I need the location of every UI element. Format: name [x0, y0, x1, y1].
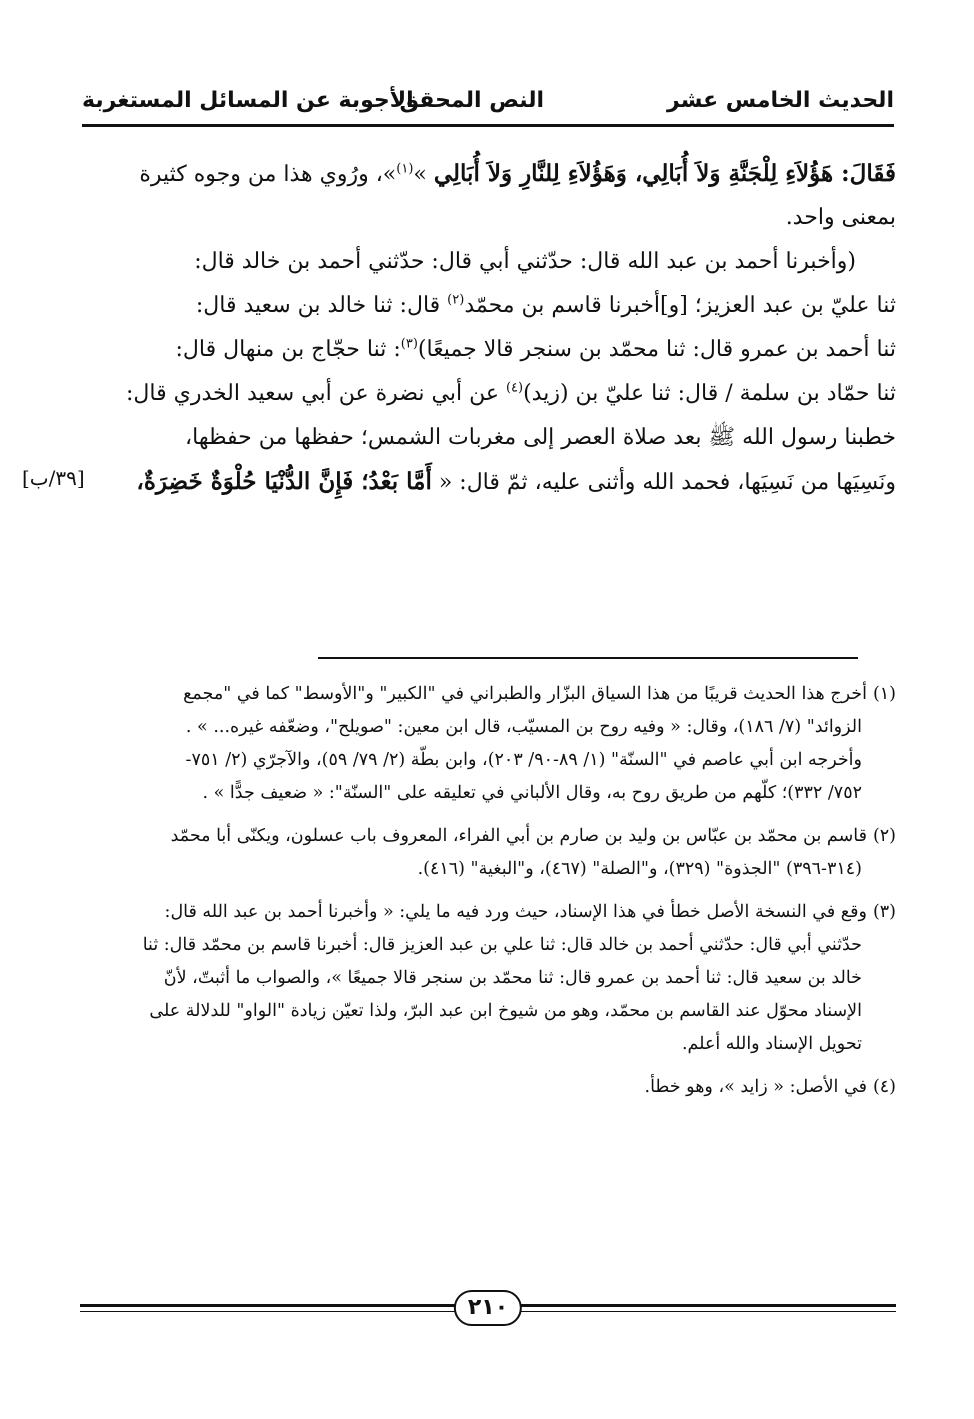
footnote-text: أخرج هذا الحديث قريبًا من هذا السياق البزّار والطبراني في "الكبير" و"الأوسط" كما في "مجمع [183, 684, 867, 704]
footnote-number: (٤) [872, 1077, 896, 1097]
body-line-5 [80, 328, 896, 372]
body-line-6-a: ثنا حمّاد بن سلمة / قال: ثنا عليّ بن (زيد) [523, 381, 896, 406]
footnote-number: (١) [872, 684, 896, 704]
footnote-4 [80, 1071, 896, 1104]
footnote-ref-1[interactable]: (١) [396, 161, 414, 177]
footnote-line: وأخرجه ابن أبي عاصم في "السنّة" (١/ ٨٩-٩٠/ ٢٠٣)، وابن بطّة (٢/ ٧٩/ ٥٩)، والآجرّي (٢/ ٧٥١- [185, 750, 862, 770]
body-line-6 [80, 372, 896, 416]
body-line-1-rest: »، ورُوي هذا من وجوه كثيرة [139, 162, 397, 187]
header-section-title: النص المحقق [399, 88, 544, 113]
footnote-text: قاسم بن محمّد بن عبّاس بن وليد بن صارم بن أبي الفراء، المعروف باب عسلون، ويكنّى أبا محمّد [170, 826, 867, 846]
body-line-1: فَقَالَ: هَؤُلاَءِ لِلْجَنَّةِ وَلاَ أُبَالِي، وَهَؤُلاَءِ لِلنَّارِ وَلاَ أُبَالِي »$^{(١)}$»، ورُوي هذا من وجوه كثيرة [139, 160, 896, 187]
body-line-4-b: قال: ثنا خالد بن سعيد قال: [195, 293, 448, 318]
main-text [80, 152, 896, 504]
footnote-number: (٣) [872, 902, 896, 922]
footnote-ref-3[interactable]: (٣) [400, 336, 418, 352]
body-line-4 [80, 284, 896, 328]
footnote-line: حدّثني أبي قال: حدّثني أحمد بن خالد قال: ثنا علي بن عبد العزيز قال: أخبرنا قاسم بن محمّد قال: ثنا [142, 935, 862, 955]
footnote-line [80, 896, 896, 929]
footnote-number: (٢) [872, 826, 896, 846]
footnote-line: الزوائد" (٧/ ١٨٦)، وقال: « وفيه روح بن المسيّب، قال ابن معين: "صويلح"، وضعّفه غيره... » . [185, 717, 862, 737]
footnote-line [80, 820, 896, 853]
body-line-8-a: ونَسِيَها من نَسِيَها، فحمد الله وأثنى عليه، ثمّ قال: « [431, 470, 896, 495]
footnote-3 [80, 896, 896, 1061]
body-line-6-b: عن أبي نضرة عن أبي سعيد الخدري قال: [125, 381, 506, 406]
footnote-line: خالد بن سعيد قال: ثنا أحمد بن عمرو قال: ثنا محمّد بن سنجر قالا جميعًا »، والصواب ما أثبتّ، لأنّ [163, 968, 862, 988]
page-footer [80, 1290, 896, 1330]
running-header [82, 82, 894, 124]
footnote-line: ٧٥٢/ ٣٣٢)؛ كلّهم من طريق روح به، وقال الألباني في تعليقه على "السنّة": « ضعيف جدًّا » . [202, 783, 862, 803]
header-divider [82, 124, 894, 127]
body-line-4-a: ثنا عليّ بن عبد العزيز؛ [و]أخبرنا قاسم بن محمّد [464, 293, 896, 318]
page-number: ٢١٠ [454, 1290, 522, 1326]
header-book-title: الأجوبة عن المسائل المستغربة [82, 88, 414, 113]
footnote-line [80, 1071, 896, 1104]
footnote-text: وقع في النسخة الأصل خطأ في هذا الإسناد، حيث ورد فيه ما يلي: « وأخبرنا أحمد بن عبد الله قال: [164, 902, 867, 922]
header-chapter-title: الحديث الخامس عشر [667, 88, 894, 113]
body-line-5-a: ثنا أحمد بن عمرو قال: ثنا محمّد بن سنجر قالا جميعًا) [417, 337, 896, 362]
footnotes [80, 678, 896, 1114]
hadith-quote-2: أَمَّا بَعْدُ؛ فَإِنَّ الدُّنْيَا حُلْوَةٌ خَضِرَةٌ، [136, 468, 432, 495]
footnote-line: تحويل الإسناد والله أعلم. [681, 1034, 862, 1054]
footnote-line [80, 678, 896, 711]
body-line-3: (وأخبرنا أحمد بن عبد الله قال: حدّثني أبي قال: حدّثني أحمد بن خالد قال: [194, 249, 856, 274]
footnote-2 [80, 820, 896, 886]
body-line-7: خطبنا رسول الله ﷺ بعد صلاة العصر إلى مغربات الشمس؛ حفظها من حفظها، [185, 425, 896, 450]
hadith-quote-1: فَقَالَ: هَؤُلاَءِ لِلْجَنَّةِ وَلاَ أُبَالِي، وَهَؤُلاَءِ لِلنَّارِ وَلاَ أُبَالِي [433, 160, 896, 187]
body-line-5-b: : ثنا حجّاج بن منهال قال: [175, 337, 401, 362]
body-line-8 [80, 460, 896, 504]
footnote-text: في الأصل: « زايد »، وهو خطأ. [644, 1077, 867, 1097]
footnote-divider [318, 657, 858, 659]
body-line-2: بمعنى واحد. [785, 205, 896, 230]
footnote-1 [80, 678, 896, 810]
footnote-ref-4[interactable]: (٤) [505, 380, 524, 396]
manuscript-folio-marker: [٣٩/ب] [22, 466, 85, 490]
footnote-ref-2[interactable]: (٢) [447, 292, 465, 308]
footnote-line: الإسناد محوّل عند القاسم بن محمّد، وهو من شيوخ ابن عبد البرّ، ولذا تعيّن زيادة "الواو" للدلالة على [149, 1001, 862, 1021]
footnote-line: (٣١٤-٣٩٦) "الجذوة" (٣٢٩)، و"الصلة" (٤٦٧)، و"البغية" (٤١٦). [417, 859, 862, 879]
